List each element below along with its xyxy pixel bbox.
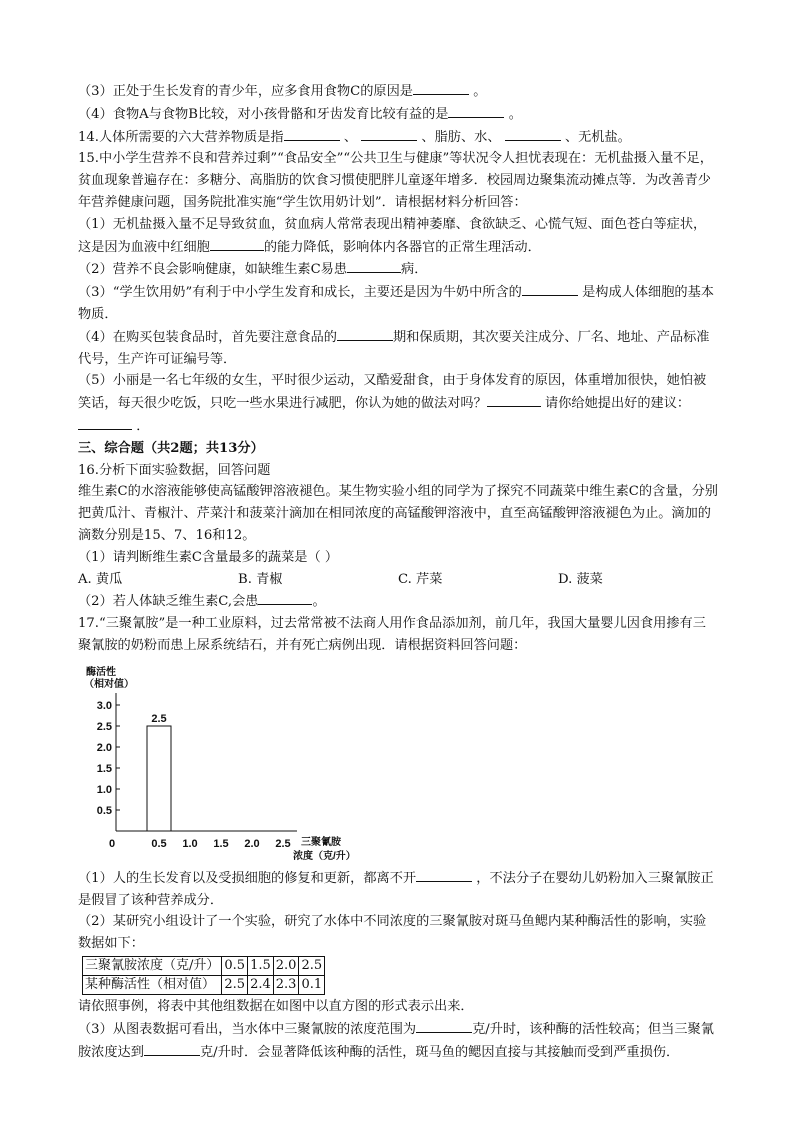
bar-value-label: 2.5 bbox=[151, 712, 167, 725]
x-axis-label-unit: 浓度（克/升） bbox=[293, 850, 356, 862]
question-16-2: （2）若人体缺乏维生素C,会患 。 bbox=[78, 590, 718, 613]
answer-blank[interactable] bbox=[416, 1018, 472, 1033]
question-13-4: （4）食物A与食物B比较，对小孩骨骼和牙齿发育比较有益的是 。 bbox=[78, 103, 718, 126]
data-table bbox=[82, 956, 325, 995]
answer-blank[interactable] bbox=[78, 415, 132, 430]
chart-bar bbox=[147, 726, 171, 831]
option-d[interactable]: D. 菠菜 bbox=[558, 571, 603, 587]
answer-blank[interactable] bbox=[210, 236, 264, 251]
question-16-title: 16.分析下面实验数据，回答问题 bbox=[78, 462, 271, 478]
answer-blank[interactable] bbox=[144, 1041, 200, 1056]
answer-blank[interactable] bbox=[413, 80, 469, 95]
question-17-2: （2）某研究小组设计了一个实验，研究了水体中不同浓度的三聚氰胺对斑马鱼鳃内某种酶活性的影响，实验数据如下： bbox=[78, 914, 707, 952]
x-tick-label: 2.5 bbox=[275, 837, 291, 850]
answer-blank[interactable] bbox=[487, 392, 541, 407]
answer-blank[interactable] bbox=[347, 258, 401, 273]
answer-blank[interactable] bbox=[505, 126, 561, 141]
x-tick-label: 0.5 bbox=[151, 837, 167, 850]
table-cell: 某种酶活性（相对值） bbox=[83, 975, 222, 994]
y-axis-label: 酶活性 bbox=[86, 666, 116, 678]
table-cell: 1.5 bbox=[248, 956, 274, 975]
question-17-2-instruction: 请依照事例，将表中其他组数据在如图中以直方图的形式表示出来． bbox=[78, 998, 474, 1014]
chart-svg bbox=[78, 663, 358, 863]
x-tick-label: 1.0 bbox=[182, 837, 198, 850]
y-tick-label: 2.5 bbox=[96, 720, 112, 733]
table-cell: 0.1 bbox=[299, 975, 325, 994]
enzyme-activity-chart bbox=[78, 663, 358, 863]
x-tick-label: 1.5 bbox=[213, 837, 229, 850]
worksheet-page bbox=[78, 80, 718, 1063]
answer-blank[interactable] bbox=[416, 867, 472, 882]
table-cell: 2.5 bbox=[222, 975, 248, 994]
y-tick-label: 1.5 bbox=[96, 762, 112, 775]
y-axis-label-unit: （相对值） bbox=[84, 678, 134, 690]
table-cell: 2.5 bbox=[299, 956, 325, 975]
question-15-3: （3）“学生饮用奶”有利于中小学生发育和成长，主要还是因为牛奶中所含的 是构成人体细胞的基本物质． bbox=[78, 281, 718, 326]
answer-blank[interactable] bbox=[448, 103, 504, 118]
question-16-body: 维生素C的水溶液能够使高锰酸钾溶液褪色。某生物实验小组的同学为了探究不同蔬菜中维生素C的含量，分别把黄瓜汁、青椒汁、芹菜汁和菠菜汁滴加在相同浓度的高锰酸钾溶液中，直至高锰酸钾溶液褪色为止。滴加的滴数分别是15、7、16和12。 bbox=[78, 484, 718, 543]
question-15-4: （4）在购买包装食品时，首先要注意食品的 期和保质期，其次要关注成分、厂名、地址、产品标准代号，生产许可证编号等． bbox=[78, 326, 718, 371]
question-16-1: （1）请判断维生素C含量最多的蔬菜是（ ） bbox=[78, 549, 339, 565]
table-cell: 0.5 bbox=[222, 956, 248, 975]
question-17-3: （3）从图表数据可看出，当水体中三聚氰胺的浓度范围为 克/升时，该种酶的活性较高；但当三聚氰胺浓度达到 克/升时．会显著降低该种酶的活性，斑马鱼的鳃因直接与其接触而受到严重损伤． bbox=[78, 1018, 718, 1064]
question-13-3: （3）正处于生长发育的青少年，应多食用食物C的原因是 。 bbox=[78, 80, 718, 103]
answer-blank[interactable] bbox=[361, 126, 417, 141]
question-14: 14.人体所需要的六大营养物质是指 、 、脂肪、水、 、无机盐。 bbox=[78, 126, 718, 149]
section-heading: 三、综合题（共2题；共13分） bbox=[78, 440, 264, 456]
table-cell: 三聚氰胺浓度（克/升） bbox=[83, 956, 222, 975]
question-15-intro: 15.中小学生营养不良和营养过剩”“食品安全”“公共卫生与健康”等状况令人担忧表现在：无机盐摄入量不足，贫血现象普遍存在：多糖分、高脂肪的饮食习惯使肥胖儿童逐年增多．校园周边聚集流动摊点等．为改善青少年营养健康问题，国务院批准实施“学生饮用奶计划”．请根据材料分析回答： bbox=[78, 151, 713, 210]
question-15-2: （2）营养不良会影响健康，如缺维生素C易患 病． bbox=[78, 258, 718, 281]
table-cell: 2.4 bbox=[248, 975, 274, 994]
y-tick-label: 2.0 bbox=[96, 741, 112, 754]
option-a[interactable]: A. 黄瓜 bbox=[78, 571, 123, 587]
answer-blank[interactable] bbox=[337, 326, 393, 341]
table-row bbox=[83, 956, 325, 975]
x-tick-label: 2.0 bbox=[244, 837, 260, 850]
table-cell: 2.3 bbox=[273, 975, 299, 994]
y-tick-label: 0.5 bbox=[96, 804, 112, 817]
table-cell: 2.0 bbox=[273, 956, 299, 975]
answer-blank[interactable] bbox=[284, 126, 340, 141]
table-row bbox=[83, 975, 325, 994]
answer-blank[interactable] bbox=[258, 590, 312, 605]
y-tick-label: 3.0 bbox=[96, 699, 112, 712]
x-tick-label: 0 bbox=[108, 837, 116, 850]
option-b[interactable]: B. 青椒 bbox=[238, 571, 283, 587]
question-15-5: （5）小丽是一名七年级的女生，平时很少运动，又酷爱甜食，由于身体发育的原因，体重增加很快，她怕被笑话，每天很少吃饭，只吃一些水果进行减肥，你认为她的做法对吗？ 请你给她提出好的建议： ． bbox=[78, 373, 707, 434]
x-axis-label: 三聚氰胺 bbox=[301, 836, 341, 848]
answer-blank[interactable] bbox=[522, 281, 578, 296]
question-17-body: 17.“三聚氰胺”是一种工业原料，过去常常被不法商人用作食品添加剂，前几年，我国大量婴儿因食用掺有三聚氰胺的奶粉而患上尿系统结石，并有死亡病例出现．请根据资料回答问题： bbox=[78, 616, 706, 653]
question-17-1: （1）人的生长发育以及受损细胞的修复和更新，都离不开 ，不法分子在婴幼儿奶粉加入三聚氰胺正是假冒了该种营养成分． bbox=[78, 867, 718, 912]
y-tick-label: 1.0 bbox=[96, 783, 112, 796]
question-15-1: （1）无机盐摄入量不足导致贫血，贫血病人常常表现出精神萎靡、食欲缺乏、心慌气短、面色苍白等症状，这是因为血液中红细胞 的能力降低，影响体内各器官的正常生理活动． bbox=[78, 216, 707, 255]
option-c[interactable]: C. 芹菜 bbox=[398, 571, 443, 587]
question-16-options bbox=[78, 569, 718, 591]
